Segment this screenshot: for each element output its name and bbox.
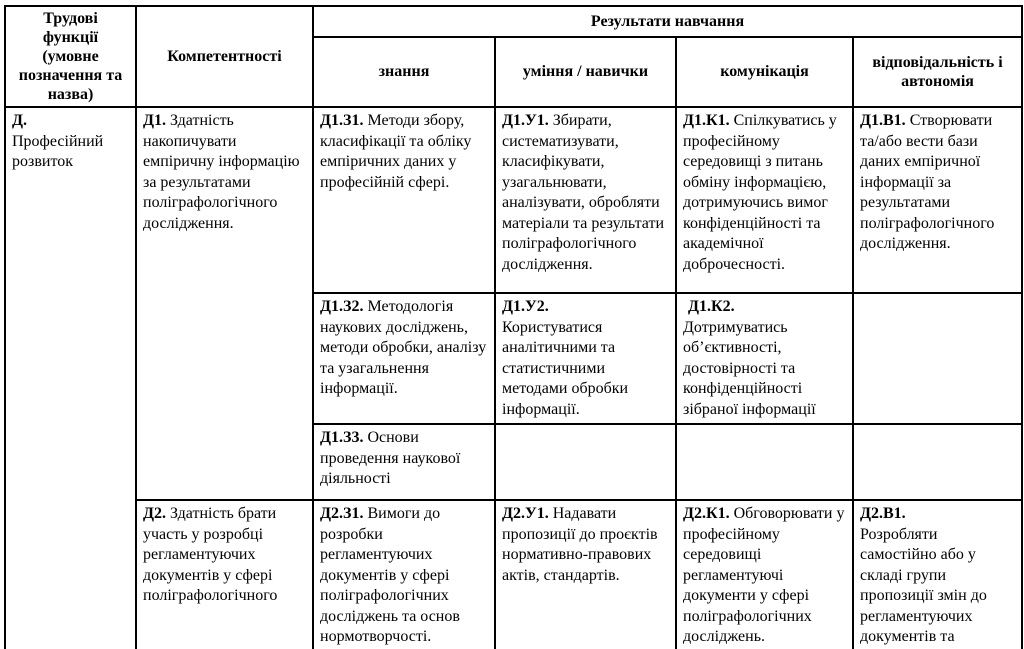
cell-competency-d1 [136,107,313,500]
cell-text: Основи проведення наукової діяльності [320,429,461,487]
cell-text: Спілкуватись у професійному середовищі з питань обміну інформацією, дотримуючись вимог конфіденційності та академічної доброчесності. [683,112,837,273]
body-row-d1-1 [5,107,1022,293]
cell-d1z3 [313,424,495,500]
cell-text: Надавати пропозиції до проєктів нормативно-правових актів, стандартів. [502,505,658,584]
cell-d2z1 [313,500,495,649]
cell-d1v1 [853,107,1022,293]
cell-text: Розробляти самостійно або у складі групи пропозиції змін до регламентуючих документів та [860,525,987,645]
header-cell-knowledge: знання [313,37,495,107]
cell-code: Д1.З2. [320,298,364,315]
cell-text: Створювати та/або вести бази даних емпіричної інформації за результатами поліграфологічного дослідження. [860,112,995,252]
cell-code: Д2.У1. [502,505,549,522]
cell-text: Методи збору, класифікації та обліку емпіричних даних у професійній сфері. [320,112,472,191]
cell-code: Д1. [143,112,167,129]
cell-text: Дотримуватись об’єктивності, достовірності та конфіденційності зібраної інформації [683,318,816,418]
cell-text: Збирати, систематизувати, класифікувати, узагальнювати, аналізувати, обробляти матеріали та результати поліграфологічного дослідження. [502,112,664,273]
cell-code: Д1.В1. [860,112,906,129]
cell-d2u1 [495,500,676,649]
cell-function-d [5,107,136,649]
cell-empty [853,293,1022,424]
header-cell-labor-functions: Трудові функції (умовне позначення та назва) [5,6,136,107]
cell-code: Д2.В1. [860,505,906,522]
header-cell-skills: уміння / навички [495,37,676,107]
cell-text: Вимоги до розробки регламентуючих документів у сфері поліграфологічних досліджень та основ нормотворчості. [320,505,460,645]
header-row-top [5,6,1022,37]
cell-competency-d2 [136,500,313,649]
cell-code: Д1.З3. [320,429,364,446]
cell-d2k1 [676,500,853,649]
cell-text: Здатність брати участь у розробці регламентуючих документів у сфері поліграфологічного [143,505,278,604]
cell-d1k2 [676,293,853,424]
cell-text: Професійний розвиток [12,132,104,170]
body-row-d2 [5,500,1022,649]
cell-d2v1 [853,500,1022,649]
cell-d1k1 [676,107,853,293]
cell-text: Користуватися аналітичними та статистичними методами обробки інформації. [502,318,629,418]
cell-code: Д2.К1. [683,505,730,522]
header-cell-communication: комунікація [676,37,853,107]
cell-code: Д1.К1. [683,112,730,129]
cell-d1u2 [495,293,676,424]
header-cell-responsibility: відповідальність і автономія [853,37,1022,107]
cell-code: Д1.З1. [320,112,364,129]
cell-text: Методологія наукових досліджень, методи обробки, аналізу та узагальнення інформації. [320,298,487,397]
cell-code: Д. [12,112,28,129]
document-page [0,5,1024,649]
cell-text: Обговорювати у професійному середовищі регламентуючі документи у сфері поліграфологічних досліджень. [683,505,845,645]
cell-d1z2 [313,293,495,424]
cell-code: Д1.У2. [502,298,549,315]
cell-empty [676,424,853,500]
cell-code: Д1.К2. [688,298,735,315]
cell-empty [853,424,1022,500]
cell-d1u1 [495,107,676,293]
cell-empty [495,424,676,500]
learning-outcomes-table [4,5,1023,649]
cell-d1z1 [313,107,495,293]
cell-code: Д2.З1. [320,505,364,522]
cell-code: Д1.У1. [502,112,549,129]
header-cell-competencies: Компетентності [136,6,313,107]
cell-code: Д2. [143,505,167,522]
header-cell-learning-results: Результати навчання [313,6,1022,37]
cell-text: Здатність накопичувати емпіричну інформацію за результатами поліграфологічного дослідження. [143,112,300,232]
